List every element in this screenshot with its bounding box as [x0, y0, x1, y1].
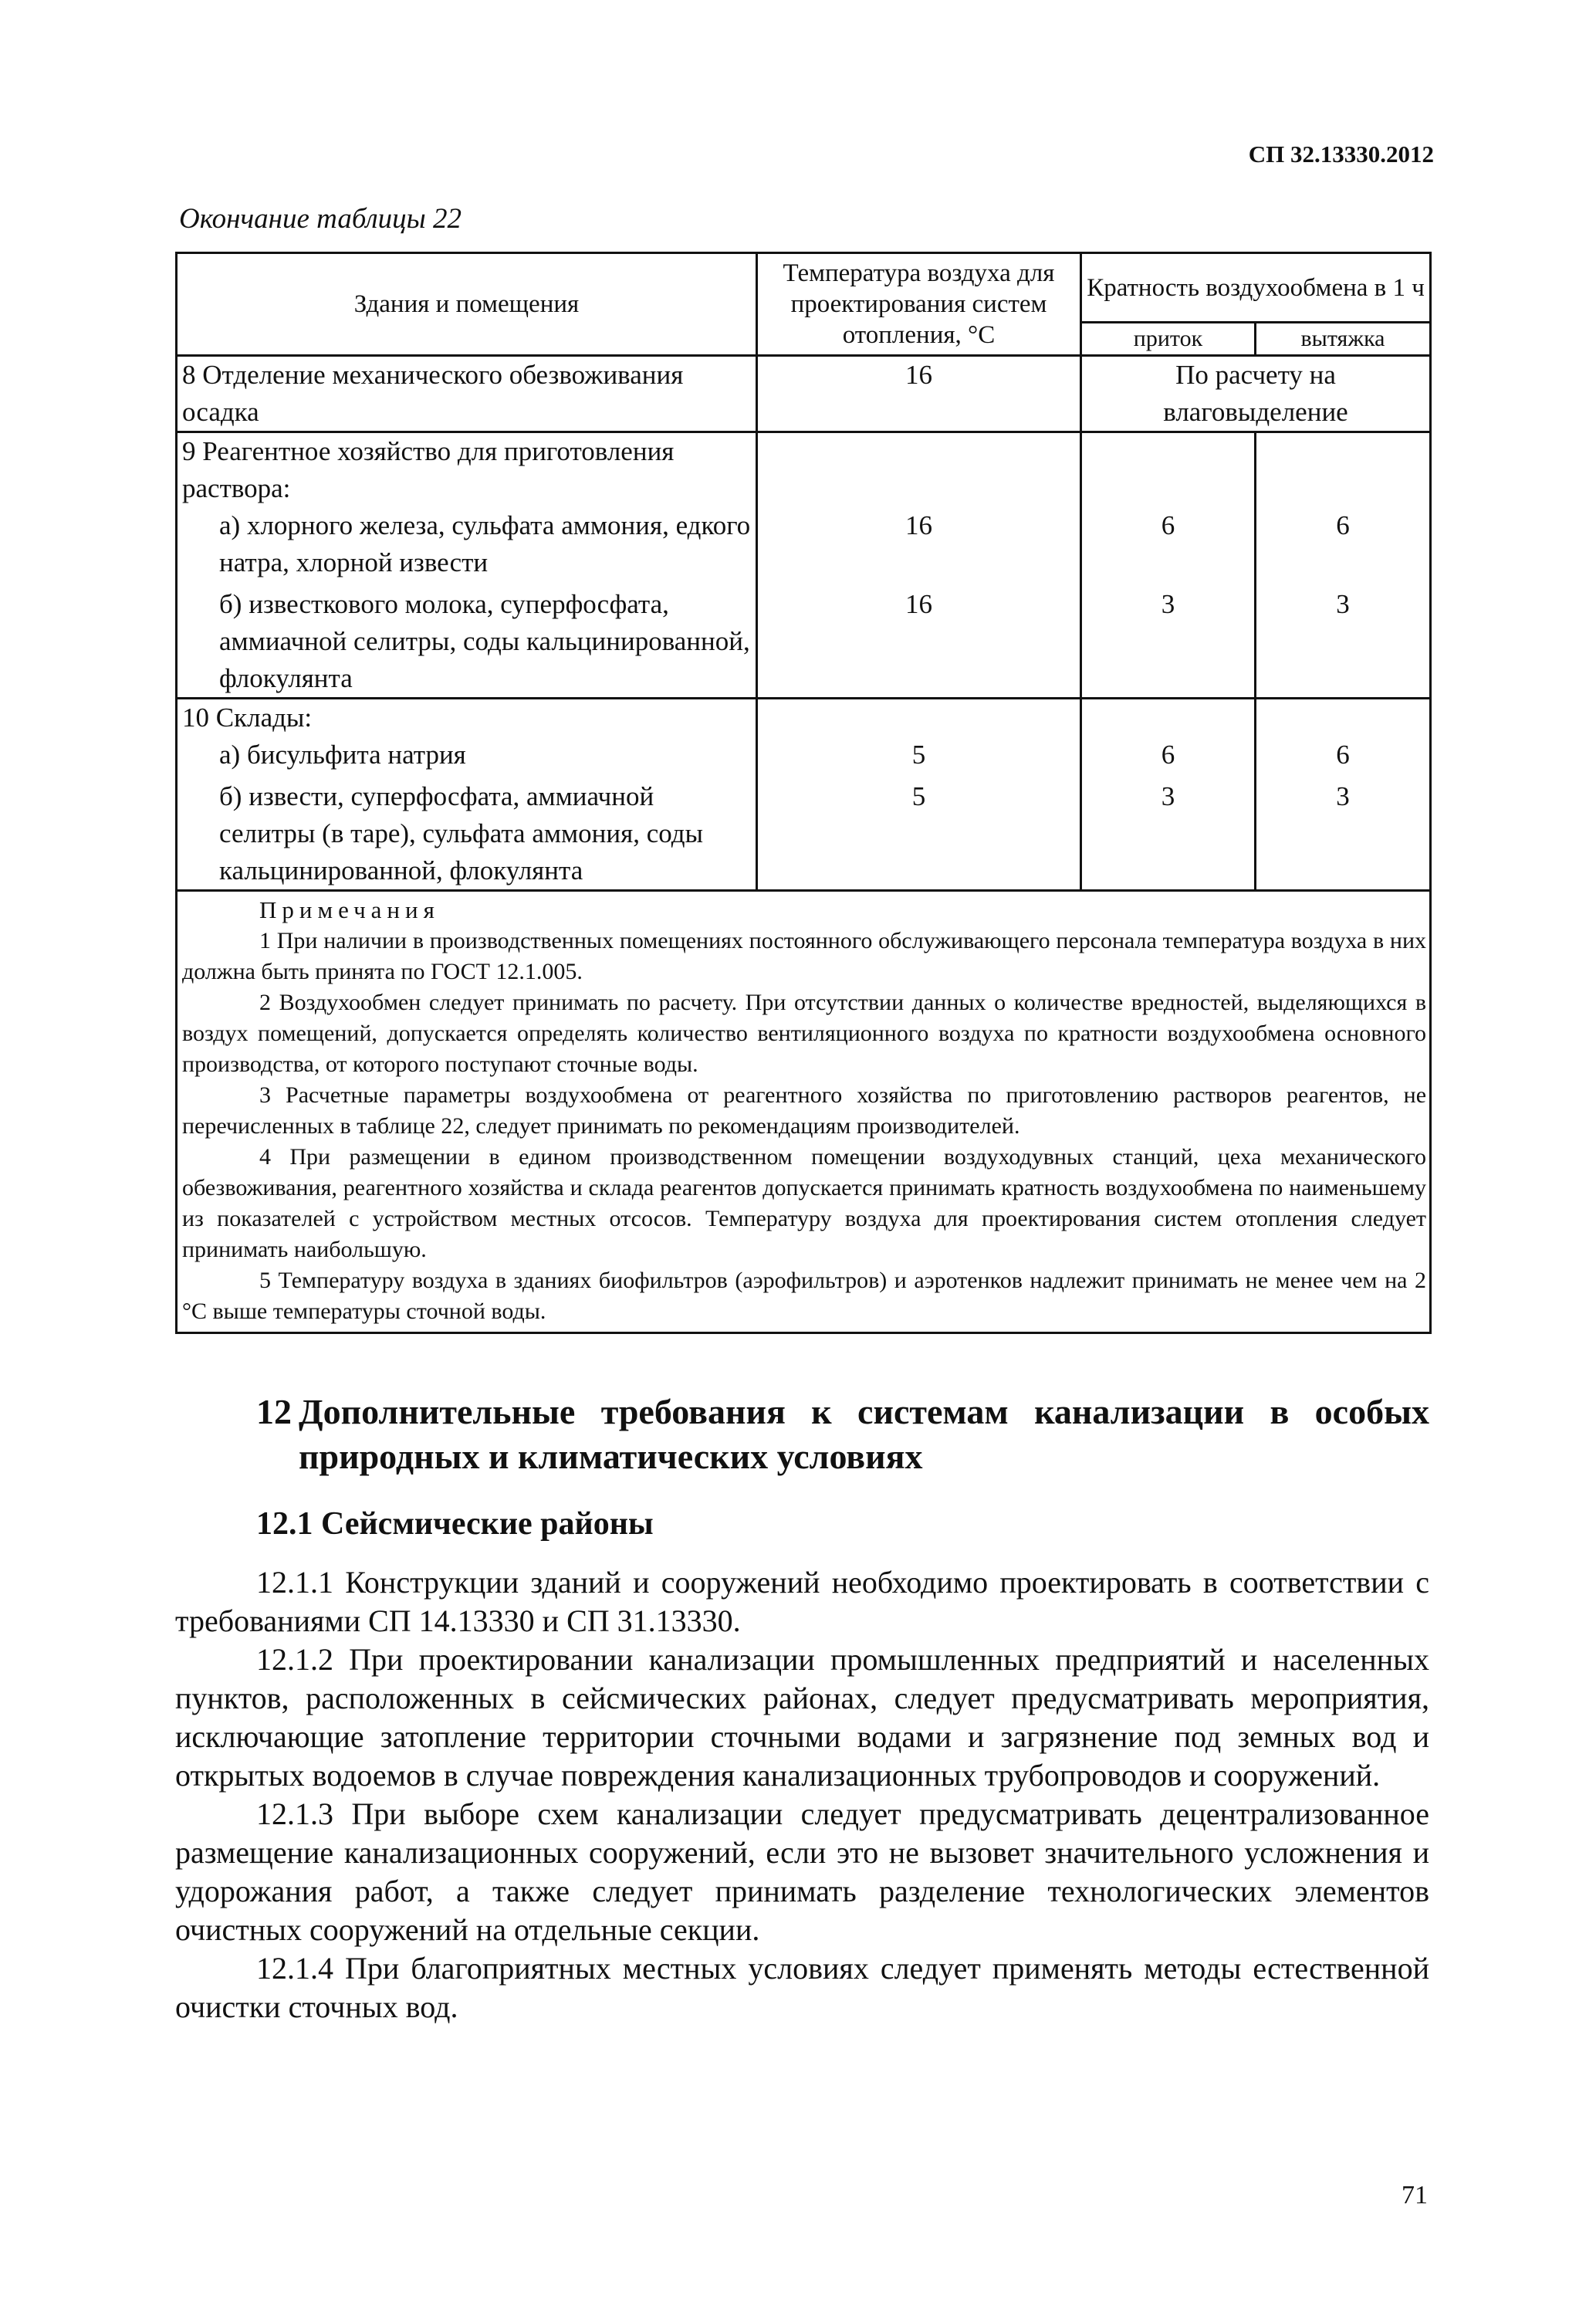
section-number: 12	[256, 1392, 292, 1431]
note-1: 1 При наличии в производственных помещениях постоянного обслуживающего персонала температура воздуха в них должна быть принята по ГОСТ 12.1.005.	[182, 928, 1427, 984]
note-4: 4 При размещении в едином производственном помещении воздуходувных станций, цеха механического обезвоживания, реагентного хозяйства и склада реагентов допускается принимать кратность воздухообмена по наименьшему из показателей с устройством местных отсосов. Температуру воздуха для проектирования систем отопления следует принимать наибольшую.	[182, 1144, 1427, 1262]
section-title: Дополнительные требования к системам канализации в особых природных и климатических условиях	[299, 1392, 1429, 1476]
row9-cell	[177, 432, 757, 699]
row9a-name: а) хлорного железа, сульфата аммония, едкого натра, хлорной извести	[219, 510, 751, 577]
header-building: Здания и помещения	[177, 253, 757, 356]
table-row	[177, 432, 1431, 699]
table-row	[177, 699, 1431, 891]
row8-exchange: По расчету на влаговыделение	[1081, 356, 1431, 432]
table-22	[175, 252, 1429, 1334]
row10-exhaust-cell	[1256, 699, 1431, 891]
header-temperature: Температура воздуха для проектирования систем отопления, °С	[757, 253, 1081, 356]
row9a-exhaust: 6	[1336, 510, 1350, 540]
row10b-temp: 5	[911, 781, 926, 811]
paragraph-12-1-3: 12.1.3 При выборе схем канализации следует предусматривать децентрализованное размещение канализационных сооружений, если это не вызовет значительного усложнения и удорожания работ, а также следует принимать разделение технологических элементов очистных сооружений на отдельные секции.	[175, 1796, 1429, 1947]
row10a-temp: 5	[911, 740, 926, 770]
header-supply: приток	[1081, 323, 1256, 356]
row9b-temp: 16	[905, 589, 932, 619]
row8-name: 8 Отделение механического обезвоживания осадка	[177, 356, 757, 432]
note-5: 5 Температуру воздуха в зданиях биофильтров (аэрофильтров) и аэротенков надлежит принимать не менее чем на 2 °С выше температуры сточной воды.	[182, 1268, 1427, 1324]
paragraph-12-1-1: 12.1.1 Конструкции зданий и сооружений необходимо проектировать в соответствии с требованиями СП 14.13330 и СП 31.13330.	[175, 1565, 1429, 1638]
row10a-name: а) бисульфита натрия	[219, 740, 466, 770]
row10-supply-cell	[1081, 699, 1256, 891]
document-code: СП 32.13330.2012	[1248, 141, 1434, 168]
table-caption: Окончание таблицы 22	[179, 203, 462, 235]
row10b-supply: 3	[1161, 781, 1175, 811]
page-number: 71	[1402, 2181, 1428, 2209]
paragraph-12-1-4: 12.1.4 При благоприятных местных условиях следует применять методы естественной очистки сточных вод.	[175, 1951, 1429, 2024]
table-row	[177, 356, 1431, 432]
paragraph-12-1-2: 12.1.2 При проектировании канализации промышленных предприятий и населенных пунктов, расположенных в сейсмических районах, следует предусматривать мероприятия, исключающие затопление территории сточными водами и загрязнение под земных вод и открытых водоемов в случае повреждения канализационных трубопроводов и сооружений.	[175, 1642, 1429, 1793]
section-body	[175, 1563, 1429, 2026]
row10-temp-cell	[757, 699, 1081, 891]
row9b-supply: 3	[1161, 589, 1175, 619]
table-22-grid	[175, 252, 1432, 1334]
row9b-exhaust: 3	[1336, 589, 1350, 619]
row10b-name: б) извести, суперфосфата, аммиачной селитры (в таре), сульфата аммония, соды кальцинированной, флокулянта	[219, 781, 704, 885]
row10a-supply: 6	[1161, 740, 1175, 770]
row9a-temp: 16	[905, 510, 932, 540]
row10a-exhaust: 6	[1336, 740, 1350, 770]
row9b-name: б) известкового молока, суперфосфата, аммиачной селитры, соды кальцинированной, флокулянта	[219, 589, 750, 693]
header-exchange: Кратность воздухообмена в 1 ч	[1081, 253, 1431, 323]
row9-temp-cell	[757, 432, 1081, 699]
note-3: 3 Расчетные параметры воздухообмена от реагентного хозяйства по приготовлению растворов реагентов, не перечисленных в таблице 22, следует принимать по рекомендациям производителей.	[182, 1082, 1427, 1139]
notes-title: Примечания	[259, 896, 440, 923]
row8-temp: 16	[757, 356, 1081, 432]
row10-name: 10 Склады:	[182, 703, 313, 733]
row10b-exhaust: 3	[1336, 781, 1350, 811]
note-2: 2 Воздухообмен следует принимать по расчету. При отсутствии данных о количестве вредностей, выделяющихся в воздух помещений, допускается определять количество вентиляционного воздуха по кратности воздухообмена основного производства, от которого поступают сточные воды.	[182, 990, 1427, 1077]
notes-row	[177, 891, 1431, 1333]
row9-exhaust-cell	[1256, 432, 1431, 699]
row10-cell	[177, 699, 757, 891]
row9a-supply: 6	[1161, 510, 1175, 540]
row9-name: 9 Реагентное хозяйство для приготовления раствора:	[182, 436, 675, 503]
notes-cell	[177, 891, 1431, 1333]
section-heading	[256, 1390, 1429, 1479]
row9-supply-cell	[1081, 432, 1256, 699]
header-exhaust: вытяжка	[1256, 323, 1431, 356]
subsection-heading: 12.1 Сейсмические районы	[256, 1506, 654, 1542]
header-row	[177, 253, 1431, 323]
